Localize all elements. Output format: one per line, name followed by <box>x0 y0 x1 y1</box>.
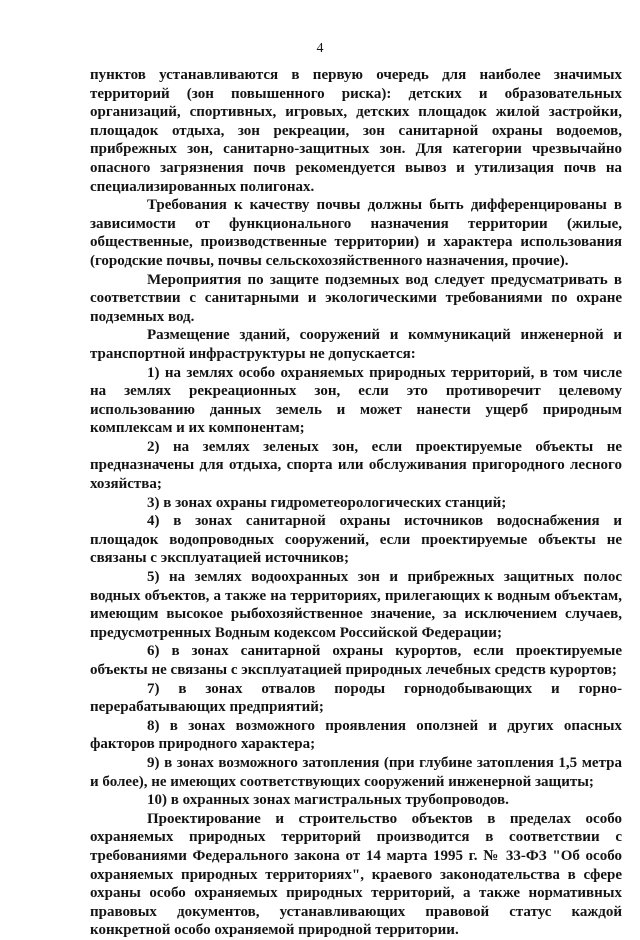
list-item-7: 7) в зонах отвалов породы горнодобывающих и горно-перерабатывающих предприятий; <box>90 680 622 716</box>
paragraph-final: Проектирование и строительство объектов в пределах особо охраняемых природных территорий производится в соответствии с требованиями Федерального закона от 14 марта 1995 г. № 33-ФЗ "Об особо охраняемых природных территориях", краевого законодательства в сфере охраны особо охраняемых природных территорий, а также нормативных правовых документов, устанавливающих правовой статус каждой конкретной особо охраняемой природной территории. <box>90 810 622 939</box>
paragraph-1: пунктов устанавливаются в первую очередь для наиболее значимых территорий (зон повышенного риска): детских и образовательных организаций, спортивных, игровых, детских площадок жилой застройки, площадок отдыха, зон рекреации, зон санитарной охраны водоемов, прибрежных зон, санитарно-защитных зон. Для категории чрезвычайно опасного загрязнения почв рекомендуется вывоз и утилизация почв на специализированных полигонах. <box>90 67 622 195</box>
list-item-1: 1) на землях особо охраняемых природных территорий, в том числе на землях рекреационных зон, если это противоречит целевому использованию данных земель и может нанести ущерб природным комплексам и их компонентам; <box>90 364 622 437</box>
list-item-8: 8) в зонах возможного проявления оползней и других опасных факторов природного характера; <box>90 717 622 753</box>
list-item-2: 2) на землях зеленых зон, если проектируемые объекты не предназначены для отдыха, спорта или обслуживания пригородного лесного хозяйства; <box>90 438 622 493</box>
paragraph-3: Мероприятия по защите подземных вод следует предусматривать в соответствии с санитарными и экологическими требованиями по охране подземных вод. <box>90 271 622 325</box>
paragraph-2: Требования к качеству почвы должны быть дифференцированы в зависимости от функционального назначения территории (жилые, общественные, производственные территории) и характера использования (городские почвы, почвы сельскохозяйственного назначения, прочие). <box>90 197 622 269</box>
list-item-5: 5) на землях водоохранных зон и прибрежных защитных полос водных объектов, а также на территориях, прилегающих к водным объектам, имеющим высокое рыбохозяйственное значение, за исключением случаев, предусмотренных Водным кодексом Российской Федерации; <box>90 569 622 641</box>
list-item-9: 9) в зонах возможного затопления (при глубине затопления 1,5 метра и более), не имеющих соответствующих сооружений инженерной защиты; <box>90 754 622 790</box>
paragraph-4: Размещение зданий, сооружений и коммуникаций инженерной и транспортной инфраструктуры не допускается: <box>90 327 622 362</box>
list-item-4: 4) в зонах санитарной охраны источников водоснабжения и площадок водопроводных сооружений, если проектируемые объекты не связаны с эксплуатацией источников; <box>90 513 622 567</box>
list-item-10: 10) в охранных зонах магистральных трубопроводов. <box>147 792 509 809</box>
list-item-3: 3) в зонах охраны гидрометеорологических станций; <box>147 494 507 511</box>
document-body <box>90 66 622 940</box>
page-number: 4 <box>316 41 324 56</box>
list-item-6: 6) в зонах санитарной охраны курортов, если проектируемые объекты не связаны с эксплуатацией природных лечебных средств курортов; <box>90 643 622 678</box>
